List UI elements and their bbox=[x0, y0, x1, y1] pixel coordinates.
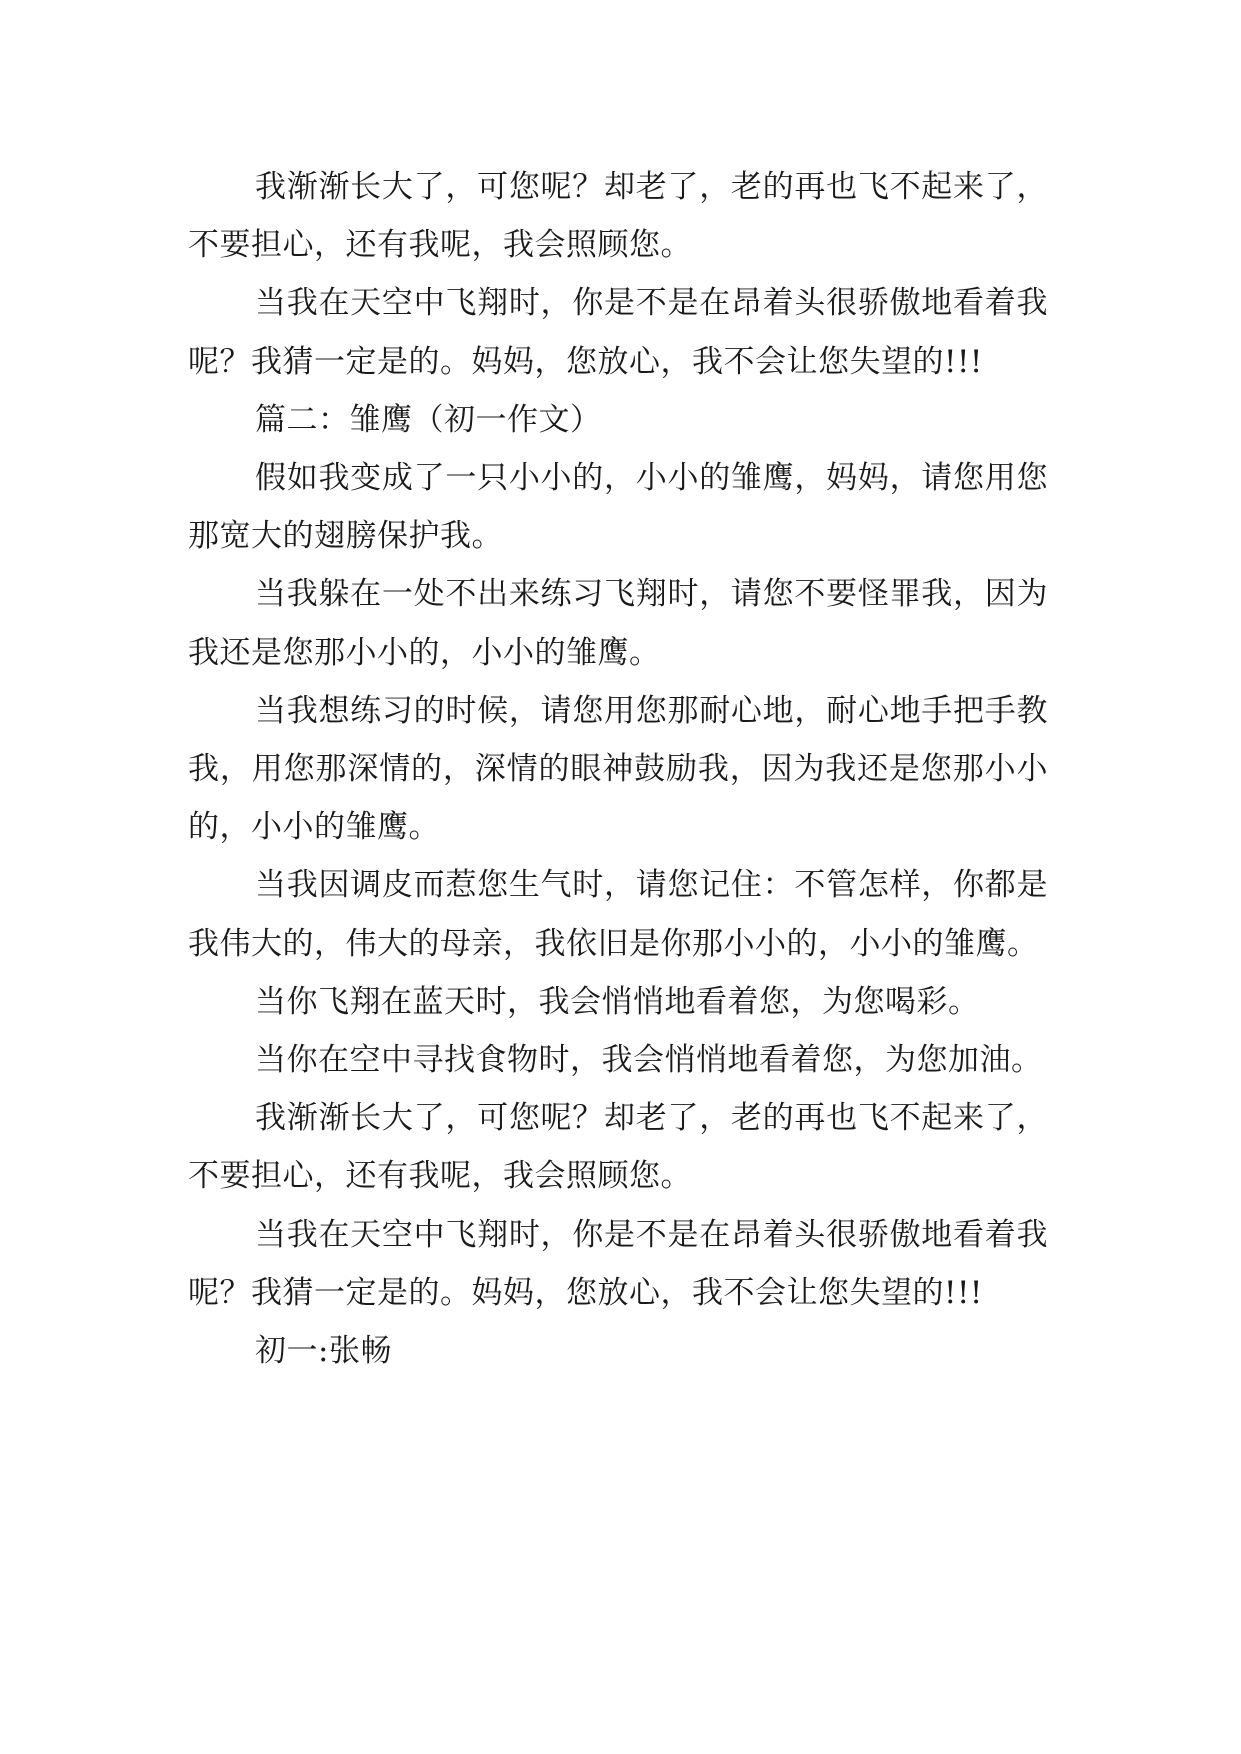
section-heading: 篇二：雏鹰（初一作文） bbox=[255, 401, 602, 438]
author-signature: 初一:张畅 bbox=[255, 1333, 392, 1370]
paragraph: 当你在空中寻找食物时，我会悄悄地看着您，为您加油。 bbox=[255, 1042, 1043, 1079]
paragraph: 当我在天空中飞翔时，你是不是在昂着头很骄傲地看着我呢？我猜一定是的。妈妈，您放心，我不会让您失望的!!! bbox=[188, 1216, 1048, 1311]
paragraph: 我渐渐长大了，可您呢？却老了，老的再也飞不起来了，不要担心，还有我呢，我会照顾您。 bbox=[188, 169, 1048, 264]
paragraph: 我渐渐长大了，可您呢？却老了，老的再也飞不起来了，不要担心，还有我呢，我会照顾您。 bbox=[188, 1100, 1048, 1195]
paragraph: 当我因调皮而惹您生气时，请您记住：不管怎样，你都是我伟大的，伟大的母亲，我依旧是你那小小的，小小的雏鹰。 bbox=[188, 867, 1048, 962]
paragraph: 当我想练习的时候，请您用您那耐心地，耐心地手把手教我，用您那深情的，深情的眼神鼓励我，因为我还是您那小小的，小小的雏鹰。 bbox=[188, 692, 1048, 846]
paragraph: 当我在天空中飞翔时，你是不是在昂着头很骄傲地看着我呢？我猜一定是的。妈妈，您放心，我不会让您失望的!!! bbox=[188, 285, 1048, 380]
essay-body bbox=[188, 158, 1048, 1380]
paragraph: 当我躲在一处不出来练习飞翔时，请您不要怪罪我，因为我还是您那小小的，小小的雏鹰。 bbox=[188, 576, 1048, 671]
paragraph: 假如我变成了一只小小的，小小的雏鹰，妈妈，请您用您那宽大的翅膀保护我。 bbox=[188, 460, 1048, 555]
paragraph: 当你飞翔在蓝天时，我会悄悄地看着您，为您喝彩。 bbox=[255, 983, 980, 1020]
